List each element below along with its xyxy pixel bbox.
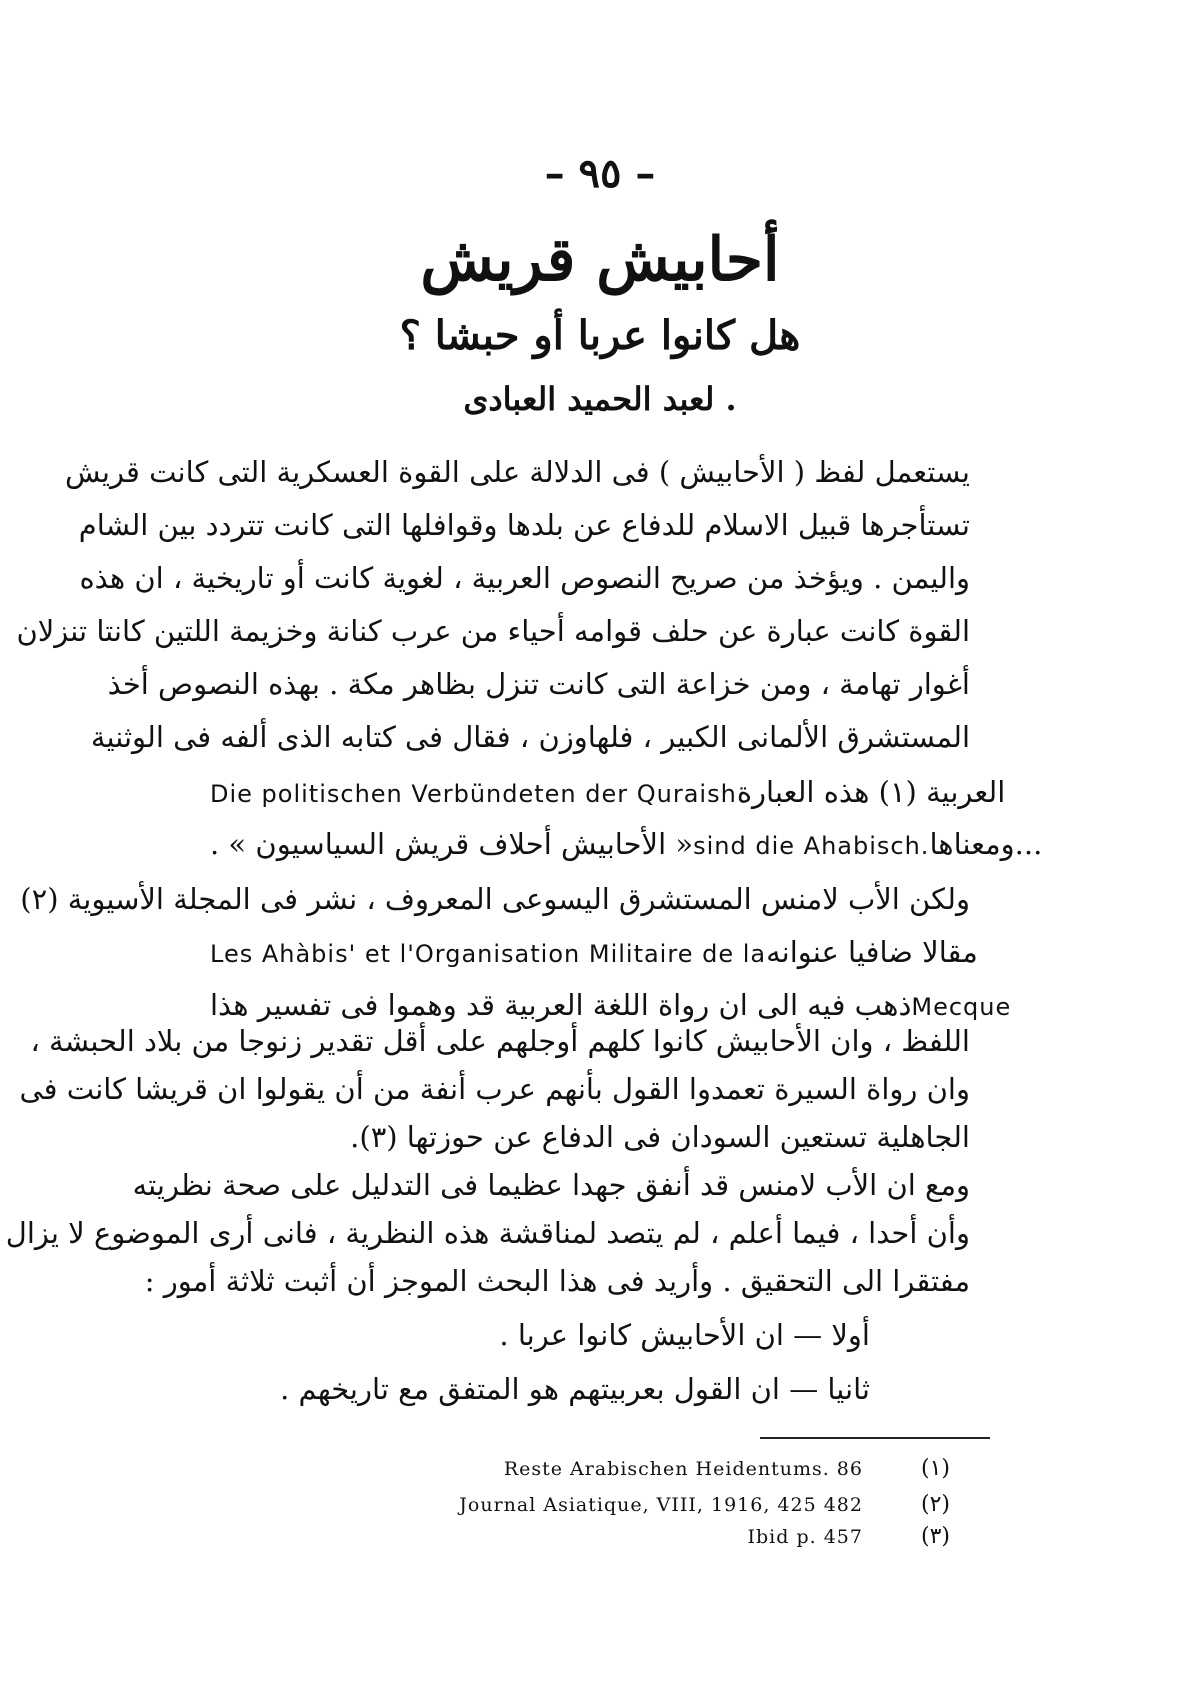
footnote-number: (٣) — [920, 1524, 950, 1549]
body-line-mixed — [210, 827, 1043, 861]
body-line: اللفظ ، وان الأحابيش كانوا كلهم أوجلهم على أقل تقدير زنوجا من بلاد الحبشة ، — [30, 1024, 970, 1058]
body-line-mixed — [210, 775, 1006, 809]
page-number: – ٩٥ – — [544, 150, 656, 197]
arabic-segment: ذهب فيه الى ان رواة اللغة العربية قد وهموا فى تفسير هذا — [210, 988, 912, 1022]
body-line-mixed — [210, 988, 1012, 1022]
body-line: أغوار تهامة ، ومن خزاعة التى كانت تنزل بظاهر مكة . بهذه النصوص أخذ — [107, 667, 970, 701]
body-line: المستشرق الألمانى الكبير ، فلهاوزن ، فقال فى كتابه الذى ألفه فى الوثنية — [90, 720, 970, 754]
body-line: ومع ان الأب لامنس قد أنفق جهدا عظيما فى التدليل على صحة نظريته — [132, 1168, 970, 1202]
body-line: وان رواة السيرة تعمدوا القول بأنهم عرب أنفة من أن يقولوا ان قريشا كانت فى — [19, 1072, 970, 1106]
footnote-number: (٢) — [920, 1492, 950, 1517]
german-quote: sind die Ahabisch. — [693, 832, 930, 860]
french-title: Les Ahàbis' et l'Organisation Militaire de la — [210, 940, 767, 968]
article-author: . لعبد الحميد العبادى — [463, 380, 737, 418]
footnote-number: (١) — [920, 1456, 950, 1481]
arabic-segment: « الأحابيش أحلاف قريش السياسيون » . — [210, 827, 694, 861]
body-line: يستعمل لفظ ( الأحابيش ) فى الدلالة على القوة العسكرية التى كانت قريش — [64, 455, 970, 489]
body-line: الجاهلية تستعين السودان فى الدفاع عن حوزتها (٣). — [350, 1120, 970, 1154]
body-line: واليمن . ويؤخذ من صريح النصوص العربية ، لغوية كانت أو تاريخية ، ان هذه — [79, 561, 970, 595]
footnote-text: Journal Asiatique, VIII, 1916, 425 482 — [459, 1494, 863, 1516]
french-title: Mecque — [911, 993, 1012, 1021]
footnote — [350, 1456, 950, 1486]
footnote-divider — [760, 1437, 990, 1439]
article-subtitle: هل كانوا عربا أو حبشا ؟ — [399, 312, 801, 359]
arabic-segment: مقالا ضافيا عنوانه — [766, 935, 978, 969]
footnote — [350, 1524, 950, 1554]
body-line-mixed — [210, 935, 978, 969]
footnote-text: Ibid p. 457 — [747, 1526, 863, 1548]
body-line: القوة كانت عبارة عن حلف قوامه أحياء من عرب كنانة وخزيمة اللتين كانتا تنزلان — [16, 614, 970, 648]
article-title: أحابيش قريش — [420, 225, 780, 295]
point-two: ثانيا — ان القول بعربيتهم هو المتفق مع تاريخهم . — [280, 1372, 870, 1406]
body-line: مفتقرا الى التحقيق . وأريد فى هذا البحث الموجز أن أثبت ثلاثة أمور : — [144, 1264, 970, 1298]
footnote-text: Reste Arabischen Heidentums. 86 — [503, 1458, 863, 1480]
footnote — [350, 1492, 950, 1522]
german-quote: Die politischen Verbündeten der Quraish — [210, 780, 737, 808]
point-one: أولا — ان الأحابيش كانوا عربا . — [499, 1318, 870, 1352]
body-line: ولكن الأب لامنس المستشرق اليسوعى المعروف ، نشر فى المجلة الأسيوية (٢) — [20, 882, 970, 916]
arabic-segment: ...ومعناها — [929, 827, 1043, 861]
body-line: وأن أحدا ، فيما أعلم ، لم يتصد لمناقشة هذه النظرية ، فانى أرى الموضوع لا يزال — [5, 1216, 970, 1250]
arabic-segment: العربية (١) هذه العبارة — [736, 775, 1006, 809]
body-line: تستأجرها قبيل الاسلام للدفاع عن بلدها وقوافلها التى كانت تتردد بين الشام — [78, 508, 970, 542]
